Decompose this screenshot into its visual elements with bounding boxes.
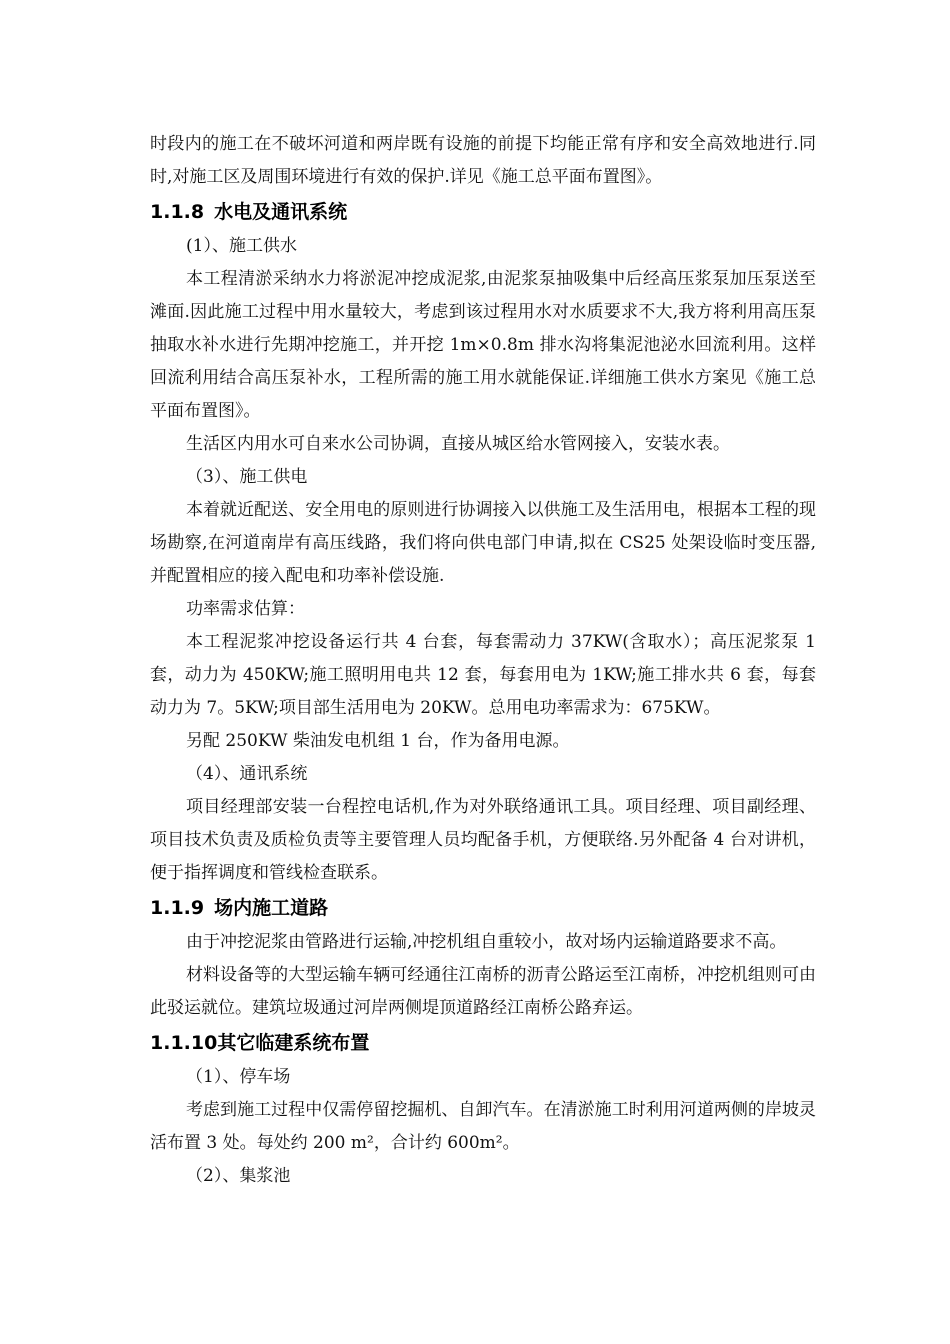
document-body <box>150 128 816 1193</box>
intro-paragraph: 时段内的施工在不破坏河道和两岸既有设施的前提下均能正常有序和安全高效地进行.同时,对施工区及周围环境进行有效的保护.详见《施工总平面布置图》。 <box>150 134 816 187</box>
section-heading-1-1-8 <box>150 194 816 230</box>
subheading-power-supply: （3）、施工供电 <box>186 467 308 487</box>
section-title: 水电及通讯系统 <box>214 201 348 223</box>
section-title: 其它临建系统布置 <box>217 1032 370 1054</box>
section-heading-1-1-10 <box>150 1025 816 1061</box>
communication-paragraph: 项目经理部安装一台程控电话机,作为对外联络通讯工具。项目经理、项目副经理、项目技术负责及质检负责等主要管理人员均配备手机，方便联络.另外配备 4 台对讲机，便于指挥调度和管线检查联系。 <box>150 797 816 883</box>
section-heading-1-1-9 <box>150 890 816 926</box>
water-supply-paragraph: 本工程清淤采纳水力将淤泥冲挖成泥浆,由泥浆泵抽吸集中后经高压浆泵加压泵送至滩面.因此施工过程中用水量较大，考虑到该过程用水对水质要求不大,我方将利用高压泵抽取水补水进行先期冲挖施工，并开挖 1m×0.8m 排水沟将集泥池泌水回流利用。这样回流利用结合高压泵补水，工程所需的施工用水就能保证.详细施工供水方案见《施工总平面布置图》。 <box>150 269 816 421</box>
subheading-parking: （1）、停车场 <box>186 1067 291 1087</box>
section-title: 场内施工道路 <box>214 897 329 919</box>
power-supply-paragraph: 本着就近配送、安全用电的原则进行协调接入以供施工及生活用电，根据本工程的现场勘察,在河道南岸有高压线路，我们将向供电部门申请,拟在 CS25 处架设临时变压器,并配置相应的接入配电和功率补偿设施. <box>150 500 816 586</box>
road-paragraph-1: 由于冲挖泥浆由管路进行运输,冲挖机组自重较小，故对场内运输道路要求不高。 <box>186 932 787 952</box>
subheading-water-supply: (1）、施工供水 <box>186 236 297 256</box>
living-water-paragraph: 生活区内用水可自来水公司协调，直接从城区给水管网接入，安装水表。 <box>186 434 730 454</box>
section-number: 1.1.8 <box>150 201 205 223</box>
backup-generator-paragraph: 另配 250KW 柴油发电机组 1 台，作为备用电源。 <box>186 731 570 751</box>
subheading-slurry-pool: （2）、集浆池 <box>186 1166 291 1186</box>
section-number: 1.1.9 <box>150 897 205 919</box>
road-paragraph-2: 材料设备等的大型运输车辆可经通往江南桥的沥青公路运至江南桥，冲挖机组则可由此驳运就位。建筑垃圾通过河岸两侧堤顶道路经江南桥公路弃运。 <box>150 965 816 1018</box>
section-number: 1.1.10 <box>150 1032 218 1054</box>
power-estimate-label: 功率需求估算： <box>186 599 305 619</box>
power-estimate-paragraph: 本工程泥浆冲挖设备运行共 4 台套，每套需动力 37KW(含取水）；高压泥浆泵 1 套，动力为 450KW;施工照明用电共 12 套，每套用电为 1KW;施工排水共 6 套，每套动力为 7。5KW;项目部生活用电为 20KW。总用电功率需求为：675KW。 <box>150 632 816 718</box>
subheading-communication: （4）、通讯系统 <box>186 764 308 784</box>
parking-paragraph: 考虑到施工过程中仅需停留挖掘机、自卸汽车。在清淤施工时利用河道两侧的岸坡灵活布置 3 处。每处约 200 m²，合计约 600m²。 <box>150 1100 816 1153</box>
